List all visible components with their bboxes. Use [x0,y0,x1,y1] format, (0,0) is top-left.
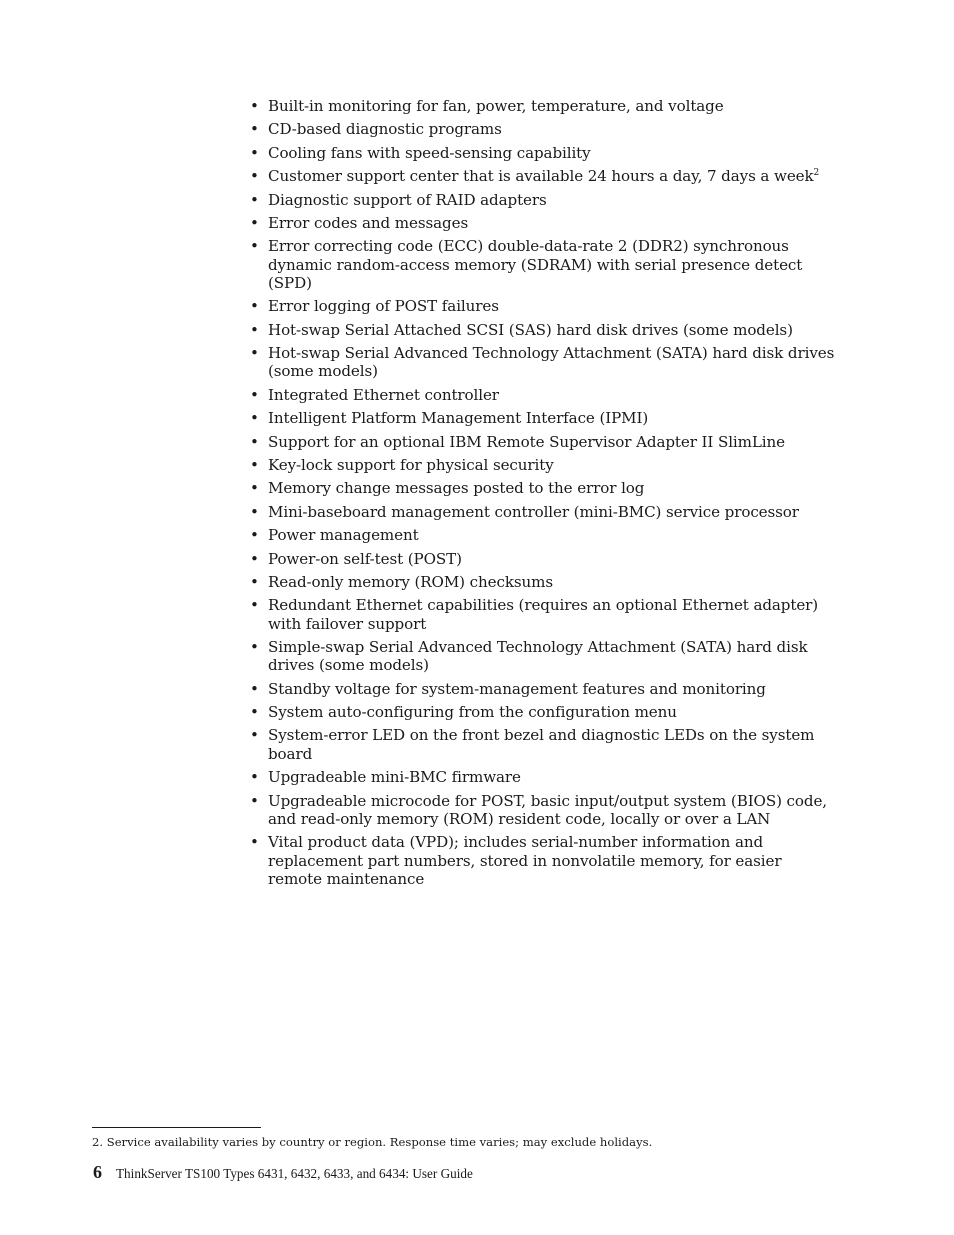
list-item [250,792,835,829]
list-item-text: Key-lock support for physical security [268,455,554,474]
list-item-text: Simple-swap Serial Advanced Technology Attachment (SATA) hard disk drives (some models) [268,638,808,675]
list-item [250,120,835,138]
list-item [250,703,835,721]
bullet-icon: • [250,190,259,209]
list-item [250,297,835,315]
list-item-text: Read-only memory (ROM) checksums [268,572,554,591]
list-item-text: Power-on self-test (POST) [268,549,462,568]
bullet-icon: • [250,502,259,521]
document-title: ThinkServer TS100 Types 6431, 6432, 6433, and 6434: User Guide [116,1166,473,1181]
list-item [250,680,835,698]
list-item [250,768,835,786]
list-item-text: Power management [268,526,419,545]
list-item [250,167,835,185]
bullet-icon: • [250,638,259,656]
list-item [250,833,835,888]
list-item [250,214,835,232]
list-item-text: Upgradeable microcode for POST, basic input/output system (BIOS) code, and read-only memory (ROM) resident code, locally or over a LAN [268,791,827,828]
page-footer [93,1162,473,1183]
bullet-icon: • [250,479,259,498]
list-item-text: Hot-swap Serial Attached SCSI (SAS) hard disk drives (some models) [268,320,793,339]
list-item-text: Hot-swap Serial Advanced Technology Attachment (SATA) hard disk drives (some models) [268,344,835,381]
bullet-icon: • [250,432,259,451]
list-item-text: System-error LED on the front bezel and diagnostic LEDs on the system board [268,726,815,763]
list-item [250,503,835,521]
bullet-icon: • [250,526,259,545]
list-item [250,526,835,544]
list-item-text: Integrated Ethernet controller [268,385,499,404]
list-item-text: Customer support center that is available 24 hours a day, 7 days a week [268,167,814,186]
feature-list [250,97,835,893]
list-item-text: Error correcting code (ECC) double-data-rate 2 (DDR2) synchronous dynamic random-access memory (SDRAM) with serial presence detect (SPD) [268,237,803,292]
bullet-icon: • [250,455,259,474]
list-item [250,97,835,115]
bullet-icon: • [250,297,259,316]
list-item [250,321,835,339]
list-item [250,638,835,675]
list-item-text: Error logging of POST failures [268,297,499,316]
list-item [250,573,835,591]
bullet-icon: • [250,572,259,591]
list-item-text: Intelligent Platform Management Interface (IPMI) [268,409,649,428]
list-item-text: Mini-baseboard management controller (mini-BMC) service processor [268,502,799,521]
list-item [250,550,835,568]
bullet-icon: • [250,213,259,232]
bullet-icon: • [250,596,259,615]
list-item-text: Memory change messages posted to the error log [268,479,645,498]
bullet-icon: • [250,768,259,787]
footnote-divider [92,1127,261,1128]
bullet-icon: • [250,679,259,698]
list-item [250,386,835,404]
list-item-text: Standby voltage for system-management features and monitoring [268,679,766,698]
bullet-icon: • [250,143,259,162]
list-item [250,237,835,292]
list-item-text: Upgradeable mini-BMC firmware [268,768,521,787]
list-item-text: Built-in monitoring for fan, power, temperature, and voltage [268,97,724,115]
list-item-text: CD-based diagnostic programs [268,120,502,139]
bullet-icon: • [250,409,259,428]
list-item-text: System auto-configuring from the configuration menu [268,703,677,722]
bullet-icon: • [250,726,259,745]
list-item-text: Cooling fans with speed-sensing capability [268,143,591,162]
bullet-icon: • [250,237,259,256]
list-item-text: Diagnostic support of RAID adapters [268,190,547,209]
list-item [250,433,835,451]
bullet-icon: • [250,791,259,810]
list-item-text: Redundant Ethernet capabilities (requires an optional Ethernet adapter) with failover support [268,596,819,633]
list-item-text: Support for an optional IBM Remote Supervisor Adapter II SlimLine [268,432,785,451]
bullet-icon: • [250,97,259,115]
list-item [250,409,835,427]
bullet-icon: • [250,385,259,404]
bullet-icon: • [250,120,259,139]
footnote: 2. Service availability varies by country or region. Response time varies; may exclude holidays. [92,1135,653,1149]
list-item [250,456,835,474]
list-item [250,726,835,763]
list-item [250,144,835,162]
list-item [250,479,835,497]
bullet-icon: • [250,549,259,568]
bullet-icon: • [250,703,259,722]
page-number: 6 [93,1162,102,1182]
list-item-text: Vital product data (VPD); includes serial-number information and replacement part numbers, stored in nonvolatile memory, for easier remote maintenance [268,833,782,888]
bullet-icon: • [250,833,259,852]
list-item [250,344,835,381]
bullet-icon: • [250,167,259,186]
list-item-text: Error codes and messages [268,213,469,232]
bullet-icon: • [250,344,259,363]
bullet-icon: • [250,320,259,339]
list-item [250,191,835,209]
list-item [250,596,835,633]
footnote-reference: 2 [813,168,820,179]
